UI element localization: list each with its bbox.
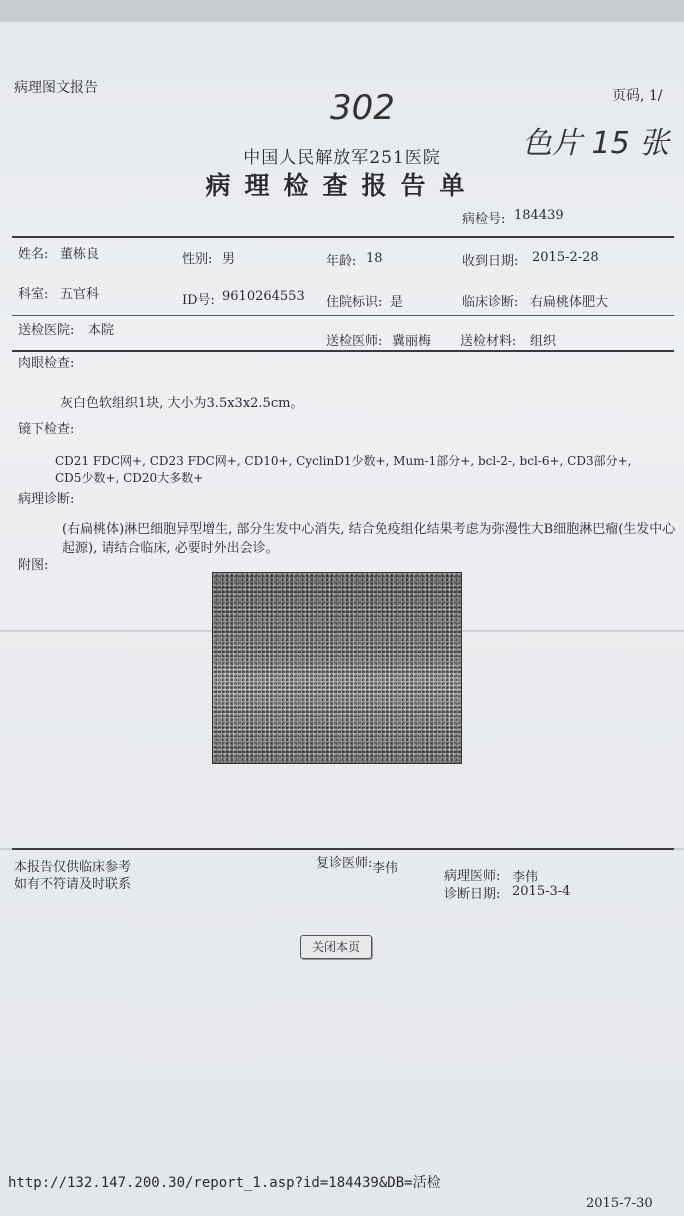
report-type: 病理图文报告 <box>14 80 98 96</box>
page-number: 页码, 1/ <box>612 88 663 104</box>
case-number-label: 病检号: <box>462 212 506 227</box>
divider <box>12 315 674 316</box>
handwritten-note: 色片 15 张 <box>522 126 670 161</box>
figure-label: 附图: <box>18 558 49 573</box>
disclaimer-line-1: 本报告仅供临床参考 <box>14 860 132 875</box>
inpatient-label: 住院标识: <box>326 295 383 310</box>
clinical-diagnosis-label: 临床诊断: <box>462 295 519 310</box>
inpatient-flag: 是 <box>390 295 404 310</box>
divider <box>12 350 674 352</box>
material: 组织 <box>530 334 557 349</box>
pathology-diagnosis-label: 病理诊断: <box>18 492 75 507</box>
diagnosis-date: 2015-3-4 <box>512 884 571 899</box>
sex-label: 性别: <box>182 252 213 267</box>
age-label: 年龄: <box>326 254 357 269</box>
histology-image <box>212 572 462 764</box>
review-doctor-label: 复诊医师: <box>316 856 373 871</box>
handwritten-number: 302 <box>330 88 395 128</box>
received-date: 2015-2-28 <box>532 250 599 265</box>
sending-hospital-label: 送检医院: <box>18 323 75 338</box>
hospital-name: 中国人民解放军251医院 <box>243 148 441 168</box>
dept: 五官科 <box>60 287 100 302</box>
page-url: http://132.147.200.30/report_1.asp?id=184439&DB=活检 <box>8 1175 441 1191</box>
sending-hospital: 本院 <box>88 323 115 338</box>
divider <box>12 236 674 238</box>
patient-age: 18 <box>366 251 383 266</box>
patient-id: 9610264553 <box>222 289 305 304</box>
pathologist-label: 病理医师: <box>444 869 501 884</box>
material-label: 送检材料: <box>460 334 517 349</box>
divider <box>12 848 674 850</box>
close-page-button[interactable]: 关闭本页 <box>300 935 372 959</box>
review-doctor: 李伟 <box>372 861 399 876</box>
report-title: 病理检查报告单 <box>205 171 479 200</box>
dept-label: 科室: <box>18 287 49 302</box>
pathology-diagnosis-text: (右扁桃体)淋巴细胞异型增生, 部分生发中心消失, 结合免疫组化结果考虑为弥漫性大B细胞淋巴瘤(生发中心起源), 请结合临床, 必要时外出会诊。 <box>62 522 676 556</box>
patient-sex: 男 <box>222 252 236 267</box>
microscopic-exam-label: 镜下检查: <box>18 422 75 437</box>
gross-exam-label: 肉眼检查: <box>18 356 75 371</box>
received-date-label: 收到日期: <box>462 254 519 269</box>
sending-doctor-label: 送检医师: <box>326 334 383 349</box>
id-label: ID号: <box>182 293 215 308</box>
print-date: 2015-7-30 <box>586 1196 653 1211</box>
disclaimer-line-2: 如有不符请及时联系 <box>14 877 132 892</box>
microscopic-exam-text: CD21 FDC网+, CD23 FDC网+, CD10+, CyclinD1少数+, Mum-1部分+, bcl-2-, bcl-6+, CD3部分+, CD5少数+, CD20大多数+ <box>55 454 632 485</box>
gross-exam-text: 灰白色软组织1块, 大小为3.5x3x2.5cm。 <box>60 396 304 411</box>
patient-name: 董栋良 <box>60 247 100 262</box>
name-label: 姓名: <box>18 247 49 262</box>
case-number: 184439 <box>514 208 564 223</box>
diagnosis-date-label: 诊断日期: <box>444 887 501 902</box>
pathologist: 李伟 <box>512 870 539 885</box>
sending-doctor: 冀丽梅 <box>392 334 432 349</box>
clinical-diagnosis: 右扁桃体肥大 <box>530 295 609 310</box>
